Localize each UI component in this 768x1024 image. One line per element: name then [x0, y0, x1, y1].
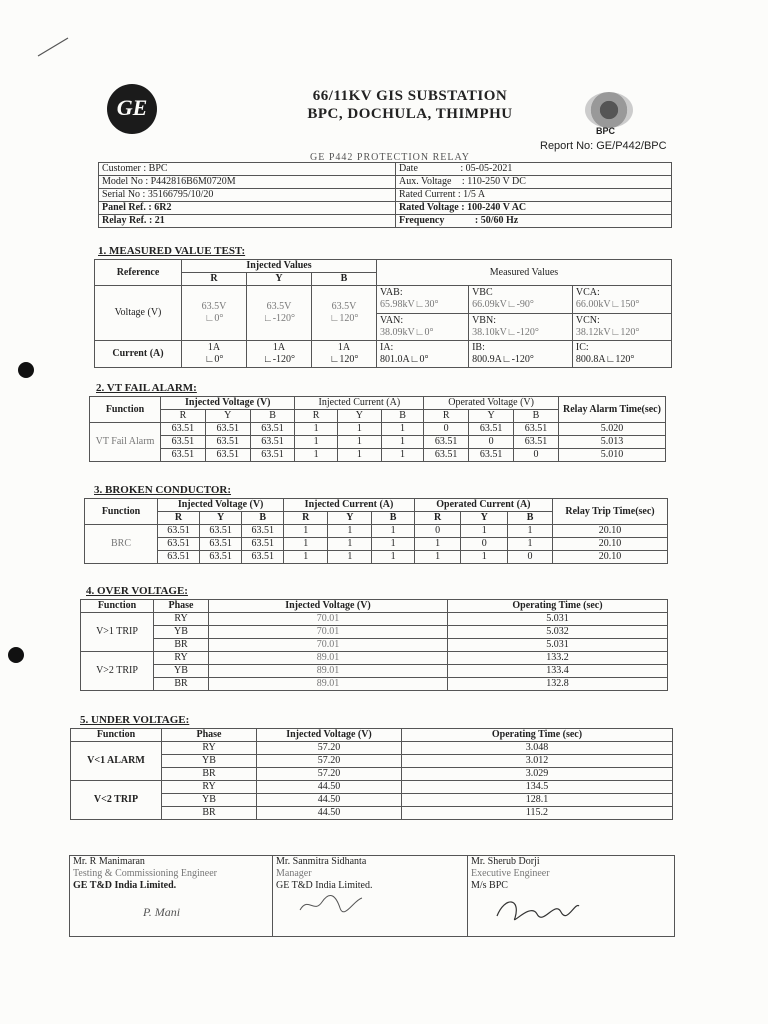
inj-v-y: 63.5V ∟-120°: [247, 286, 312, 341]
signatory-0: Mr. R Manimaran Testing & Commissioning Engineer GE T&D India Limited. P. Mani: [70, 856, 273, 937]
document-subtitle: GE P442 PROTECTION RELAY: [309, 152, 471, 163]
info-left-3: Panel Ref. : 6R2: [99, 202, 396, 215]
function-name: BRC: [85, 525, 158, 564]
function-name: V<2 TRIP: [71, 781, 162, 820]
h-time: Relay Alarm Time(sec): [559, 397, 666, 423]
info-left-4: Relay Ref. : 21: [99, 215, 396, 228]
voltage-label: Voltage (V): [95, 286, 182, 341]
table-row: 63.51 63.51 63.51 1 1 1 63.51 0 63.51 5.013: [90, 436, 666, 449]
injected-header: Injected Values: [182, 260, 377, 273]
inj-v-r: 63.5V ∟0°: [182, 286, 247, 341]
signatory-2: Mr. Sherub Dorji Executive Engineer M/s BPC: [468, 856, 675, 937]
table-row: YB 44.50 128.1: [71, 794, 673, 807]
h-time: Relay Trip Time(sec): [553, 499, 668, 525]
inj-c-y: 1A ∟-120°: [247, 341, 312, 368]
table-row: 63.51 63.51 63.51 1 1 1 1 0 1 20.10: [85, 538, 668, 551]
title-line-2: BPC, DOCHULA, THIMPHU: [307, 106, 513, 122]
table-row: V>1 TRIP RY 70.01 5.031: [81, 613, 668, 626]
info-left-2: Serial No : 35166795/10/20: [99, 189, 396, 202]
under-voltage-table: [70, 728, 673, 820]
h-time: Operating Time (sec): [402, 729, 673, 742]
signature-mark-3: [491, 892, 581, 926]
inj-c-b: 1A ∟120°: [312, 341, 377, 368]
table-row: YB 89.01 133.4: [81, 665, 668, 678]
info-right-4: Frequency : 50/60 Hz: [396, 215, 672, 228]
h-phase: Phase: [154, 600, 209, 613]
table-row: V<2 TRIP RY 44.50 134.5: [71, 781, 673, 794]
h-function: Function: [90, 397, 161, 423]
table-row: V>2 TRIP RY 89.01 133.2: [81, 652, 668, 665]
table-row: BR 89.01 132.8: [81, 678, 668, 691]
table-row: BR 44.50 115.2: [71, 807, 673, 820]
info-left-1: Model No : P442816B6M0720M: [99, 176, 396, 189]
table-row: V<1 ALARM RY 57.20 3.048: [71, 742, 673, 755]
col-b: B: [312, 273, 377, 286]
section-5-title: 5. UNDER VOLTAGE:: [80, 714, 190, 726]
table-row: BR 57.20 3.029: [71, 768, 673, 781]
function-name: V>1 TRIP: [81, 613, 154, 652]
h-function: Function: [81, 600, 154, 613]
relay-info-table: [98, 162, 672, 228]
meas-van: VAN: 38.09kV∟0°: [377, 313, 469, 341]
meas-ib: IB: 800.9A∟-120°: [469, 341, 573, 368]
h-op-v: Operated Voltage (V): [424, 397, 559, 410]
meas-vca: VCA: 66.00kV∟150°: [572, 286, 671, 314]
section-4-title: 4. OVER VOLTAGE:: [86, 585, 188, 597]
h-function: Function: [71, 729, 162, 742]
report-number: Report No: GE/P442/BPC: [540, 140, 667, 152]
meas-ic: IC: 800.8A∟120°: [572, 341, 671, 368]
over-voltage-table: [80, 599, 668, 691]
section-1-title: 1. MEASURED VALUE TEST:: [98, 245, 246, 257]
table-row: BR 70.01 5.031: [81, 639, 668, 652]
table-row: VT Fail Alarm 63.51 63.51 63.51 1 1 1 0 63.51 63.51 5.020: [90, 423, 666, 436]
signature-scribble: P. Mani: [143, 905, 181, 919]
signatory-1: Mr. Sanmitra Sidhanta Manager GE T&D India Limited.: [273, 856, 468, 937]
h-time: Operating Time (sec): [448, 600, 668, 613]
binder-hole-top: [18, 362, 34, 378]
table-row: 63.51 63.51 63.51 1 1 1 1 1 0 20.10: [85, 551, 668, 564]
function-name: VT Fail Alarm: [90, 423, 161, 462]
info-right-3: Rated Voltage : 100-240 V AC: [396, 202, 672, 215]
h-phase: Phase: [162, 729, 257, 742]
h-function: Function: [85, 499, 158, 525]
section-2-title: 2. VT FAIL ALARM:: [96, 382, 197, 394]
table-row: BRC 63.51 63.51 63.51 1 1 1 0 1 1 20.10: [85, 525, 668, 538]
meas-vcn: VCN: 38.12kV∟120°: [572, 313, 671, 341]
measured-header: Measured Values: [377, 260, 672, 286]
signature-table: [69, 855, 675, 937]
h-inj-v: Injected Voltage (V): [161, 397, 295, 410]
info-right-1: Aux. Voltage : 110-250 V DC: [396, 176, 672, 189]
h-inj-c: Injected Current (A): [284, 499, 415, 512]
h-inj-c: Injected Current (A): [295, 397, 424, 410]
table-row: YB 57.20 3.012: [71, 755, 673, 768]
col-r: R: [182, 273, 247, 286]
signature-mark-2: [296, 892, 366, 916]
h-op-c: Operated Current (A): [414, 499, 552, 512]
binder-hole-bottom: [8, 647, 24, 663]
section-3-title: 3. BROKEN CONDUCTOR:: [94, 484, 232, 496]
h-inj-v: Injected Voltage (V): [158, 499, 284, 512]
ref-header: Reference: [95, 260, 182, 286]
table-row: YB 70.01 5.032: [81, 626, 668, 639]
table-row: 63.51 63.51 63.51 1 1 1 63.51 63.51 0 5.010: [90, 449, 666, 462]
ge-logo-icon: GE: [107, 84, 157, 134]
vt-fail-table: Function Injected Voltage (V) Injected Current (A) Operated Voltage (V) Relay Alarm Time(sec) R Y B R Y B R Y B VT Fail Alarm 63.51 63.51 63.51 1 1 1 0 63.51 63.51 5.020 63.51 63.51 63.51 1 1 1 63.51 0 63.51 5.013 63.51 63.51 63.51 1 1 1 63.51 63.51 0 5.010: [89, 396, 666, 462]
measured-value-table: [94, 259, 672, 368]
inj-v-b: 63.5V ∟120°: [312, 286, 377, 341]
info-left-0: Customer : BPC: [99, 163, 396, 176]
meas-vbc: VBC 66.09kV∟-90°: [469, 286, 573, 314]
meas-vab: VAB: 65.98kV∟30°: [377, 286, 469, 314]
bpc-logo-text: BPC: [596, 126, 616, 136]
function-name: V<1 ALARM: [71, 742, 162, 781]
inj-c-r: 1A ∟0°: [182, 341, 247, 368]
bpc-logo-icon: [585, 92, 633, 128]
title-line-1: 66/11KV GIS SUBSTATION: [312, 88, 508, 104]
pen-mark: [36, 36, 72, 60]
function-name: V>2 TRIP: [81, 652, 154, 691]
broken-conductor-table: Function Injected Voltage (V) Injected Current (A) Operated Current (A) Relay Trip Time(sec) R Y B R Y B R Y B BRC 63.51 63.51 63.51 1 1 1 0 1 1 20.10 63.51 63.51 63.51 1 1 1 1 0 1 20.10 63.51 63.51 63.51 1 1 1 1 1 0 20.10: [84, 498, 668, 564]
meas-vbn: VBN: 38.10kV∟-120°: [469, 313, 573, 341]
h-inj-v: Injected Voltage (V): [257, 729, 402, 742]
col-y: Y: [247, 273, 312, 286]
current-label: Current (A): [95, 341, 182, 368]
info-right-0: Date : 05-05-2021: [396, 163, 672, 176]
h-inj-v: Injected Voltage (V): [209, 600, 448, 613]
meas-ia: IA: 801.0A∟0°: [377, 341, 469, 368]
info-right-2: Rated Current : 1/5 A: [396, 189, 672, 202]
